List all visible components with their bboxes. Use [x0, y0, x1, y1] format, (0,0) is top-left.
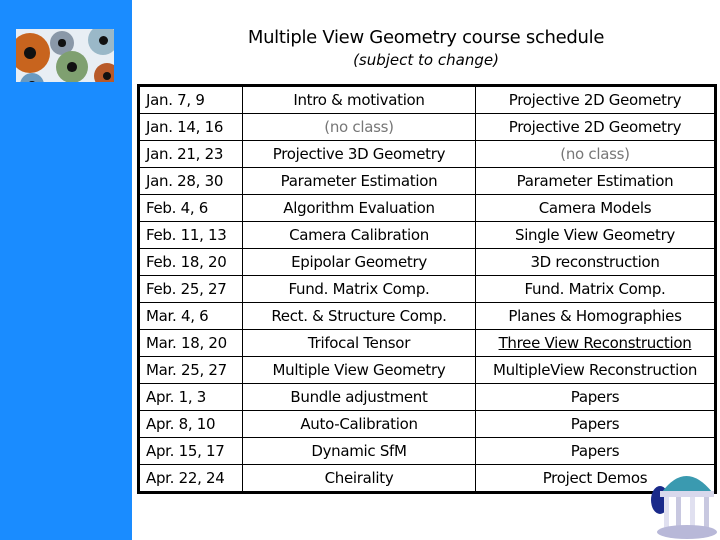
second-session-cell: Fund. Matrix Comp. — [476, 276, 716, 303]
second-session-cell: Parameter Estimation — [476, 168, 716, 195]
first-session-cell: Rect. & Structure Comp. — [243, 303, 476, 330]
date-cell: Jan. 21, 23 — [139, 141, 243, 168]
table-row — [139, 141, 716, 168]
table-row — [139, 438, 716, 465]
table-row — [139, 276, 716, 303]
date-cell: Apr. 8, 10 — [139, 411, 243, 438]
date-cell: Apr. 1, 3 — [139, 384, 243, 411]
table-row — [139, 330, 716, 357]
second-session-cell: Papers — [476, 438, 716, 465]
schedule-table — [137, 84, 717, 494]
second-session-cell: Single View Geometry — [476, 222, 716, 249]
table-row — [139, 114, 716, 141]
second-session-cell: Projective 2D Geometry — [476, 86, 716, 114]
date-cell: Mar. 25, 27 — [139, 357, 243, 384]
second-session-cell: Projective 2D Geometry — [476, 114, 716, 141]
first-session-cell: Auto-Calibration — [243, 411, 476, 438]
date-cell: Jan. 14, 16 — [139, 114, 243, 141]
table-row — [139, 222, 716, 249]
first-session-cell: Camera Calibration — [243, 222, 476, 249]
table-row — [139, 411, 716, 438]
first-session-cell: Epipolar Geometry — [243, 249, 476, 276]
second-session-cell: Papers — [476, 384, 716, 411]
first-session-cell: Algorithm Evaluation — [243, 195, 476, 222]
first-session-cell: Fund. Matrix Comp. — [243, 276, 476, 303]
date-cell: Mar. 18, 20 — [139, 330, 243, 357]
date-cell: Feb. 18, 20 — [139, 249, 243, 276]
date-cell: Jan. 28, 30 — [139, 168, 243, 195]
table-row — [139, 384, 716, 411]
second-session-cell: Project Demos — [476, 465, 716, 493]
date-cell: Apr. 22, 24 — [139, 465, 243, 493]
first-session-cell: Cheirality — [243, 465, 476, 493]
date-cell: Jan. 7, 9 — [139, 86, 243, 114]
date-cell: Feb. 25, 27 — [139, 276, 243, 303]
second-session-cell: 3D reconstruction — [476, 249, 716, 276]
table-row — [139, 249, 716, 276]
first-session-cell: Bundle adjustment — [243, 384, 476, 411]
second-session-cell: MultipleView Reconstruction — [476, 357, 716, 384]
table-row — [139, 357, 716, 384]
first-session-cell: Projective 3D Geometry — [243, 141, 476, 168]
date-cell: Apr. 15, 17 — [139, 438, 243, 465]
second-session-cell: Camera Models — [476, 195, 716, 222]
first-session-cell: Dynamic SfM — [243, 438, 476, 465]
slide-title: Multiple View Geometry course schedule — [247, 27, 605, 48]
date-cell: Mar. 4, 6 — [139, 303, 243, 330]
first-session-cell: Trifocal Tensor — [243, 330, 476, 357]
date-cell: Feb. 11, 13 — [139, 222, 243, 249]
table-row — [139, 465, 716, 493]
slide-subtitle: (subject to change) — [353, 51, 499, 69]
first-session-cell: Parameter Estimation — [243, 168, 476, 195]
eyes-image — [16, 29, 114, 82]
date-cell: Feb. 4, 6 — [139, 195, 243, 222]
second-session-cell: Three View Reconstruction — [476, 330, 716, 357]
first-session-cell: Multiple View Geometry — [243, 357, 476, 384]
first-session-cell: (no class) — [243, 114, 476, 141]
old-well-image — [650, 466, 720, 540]
table-row — [139, 168, 716, 195]
first-session-cell: Intro & motivation — [243, 86, 476, 114]
table-row — [139, 303, 716, 330]
table-row — [139, 86, 716, 114]
second-session-cell: Planes & Homographies — [476, 303, 716, 330]
second-session-cell: (no class) — [476, 141, 716, 168]
second-session-cell: Papers — [476, 411, 716, 438]
table-row — [139, 195, 716, 222]
